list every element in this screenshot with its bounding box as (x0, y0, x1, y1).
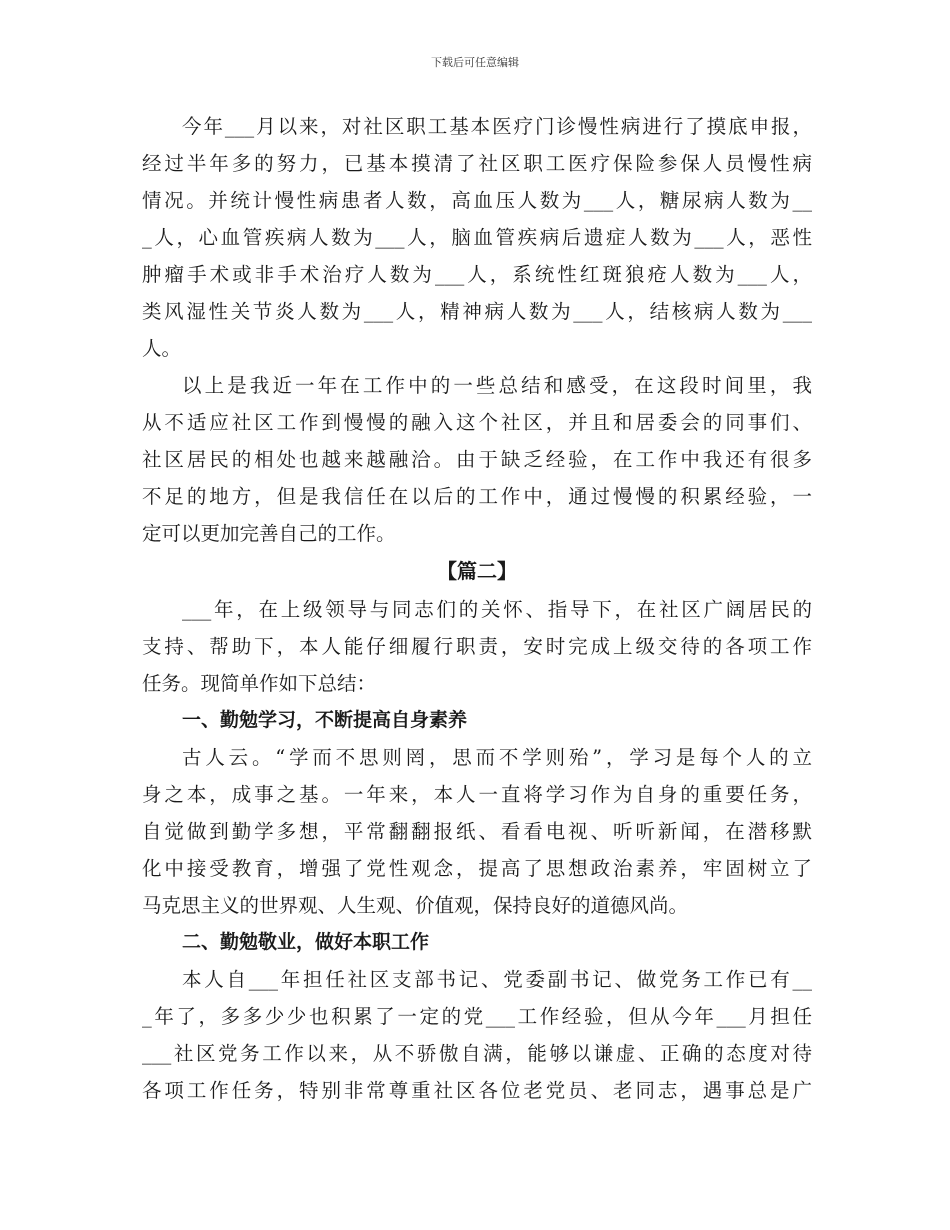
text-line: ___社区党务工作以来，从不骄傲自满，能够以谦虚、正确的态度对待 (142, 1042, 812, 1065)
subheading-study: 一、勤勉学习，不断提高自身素养 (182, 709, 468, 731)
text-line: 以上是我近一年在工作中的一些总结和感受，在这段时间里，我 (182, 374, 812, 397)
text-line: 经过半年多的努力，已基本摸清了社区职工医疗保险参保人员慢性病 (142, 152, 812, 175)
paragraph-work (142, 961, 812, 1109)
text-line: 古人云。“学而不思则罔，思而不学则殆”，学习是每个人的立 (182, 746, 812, 769)
paragraph-study (142, 739, 812, 924)
text-line: ___年，在上级领导与同志们的关怀、指导下，在社区广阔居民的 (182, 598, 812, 621)
paragraph-summary (142, 367, 812, 552)
subheading-work: 二、勤勉敬业，做好本职工作 (182, 931, 430, 953)
text-line: 社区居民的相处也越来越融洽。由于缺乏经验，在工作中我还有很多 (142, 448, 812, 471)
text-line: 情况。并统计慢性病患者人数，高血压人数为___人，糖尿病人数为__ (142, 189, 812, 212)
text-line: 本人自___年担任社区支部书记、党委副书记、做党务工作已有__ (182, 968, 812, 991)
text-line: 类风湿性关节炎人数为___人，精神病人数为___人，结核病人数为___ (142, 300, 812, 323)
text-line: 各项工作任务，特别非常尊重社区各位老党员、老同志，遇事总是广 (142, 1079, 812, 1102)
text-line: _年了，多多少少也积累了一定的党___工作经验，但从今年___月担任 (142, 1005, 812, 1028)
page-header-note: 下载后可任意编辑 (431, 56, 519, 69)
text-line: 化中接受教育，增强了党性观念，提高了思想政治素养，牢固树立了 (142, 857, 812, 880)
text-line: 肿瘤手术或非手术治疗人数为___人，系统性红斑狼疮人数为___人， (142, 263, 812, 286)
text-line: 定可以更加完善自己的工作。 (142, 522, 396, 545)
text-line: 从不适应社区工作到慢慢的融入这个社区，并且和居委会的同事们、 (142, 411, 812, 434)
text-line: 支持、帮助下，本人能仔细履行职责，安时完成上级交待的各项工作 (142, 635, 812, 658)
paragraph-chronic-disease-survey (142, 108, 812, 367)
text-line: 人。 (142, 337, 182, 360)
text-line: 不足的地方，但是我信任在以后的工作中，通过慢慢的积累经验，一 (142, 485, 812, 508)
section-title: 【篇二】 (437, 559, 517, 583)
paragraph-intro (142, 591, 812, 702)
text-line: 自觉做到勤学多想，平常翻翻报纸、看看电视、听听新闻，在潜移默 (142, 820, 812, 843)
text-line: _人，心血管疾病人数为___人，脑血管疾病后遗症人数为___人，恶性 (142, 226, 812, 249)
text-line: 马克思主义的世界观、人生观、价值观，保持良好的道德风尚。 (142, 894, 689, 917)
text-line: 今年___月以来，对社区职工基本医疗门诊慢性病进行了摸底申报， (182, 115, 812, 138)
text-line: 身之本，成事之基。一年来，本人一直将学习作为自身的重要任务， (142, 783, 812, 806)
document-body (142, 108, 812, 1109)
text-line: 任务。现简单作如下总结： (142, 672, 377, 695)
